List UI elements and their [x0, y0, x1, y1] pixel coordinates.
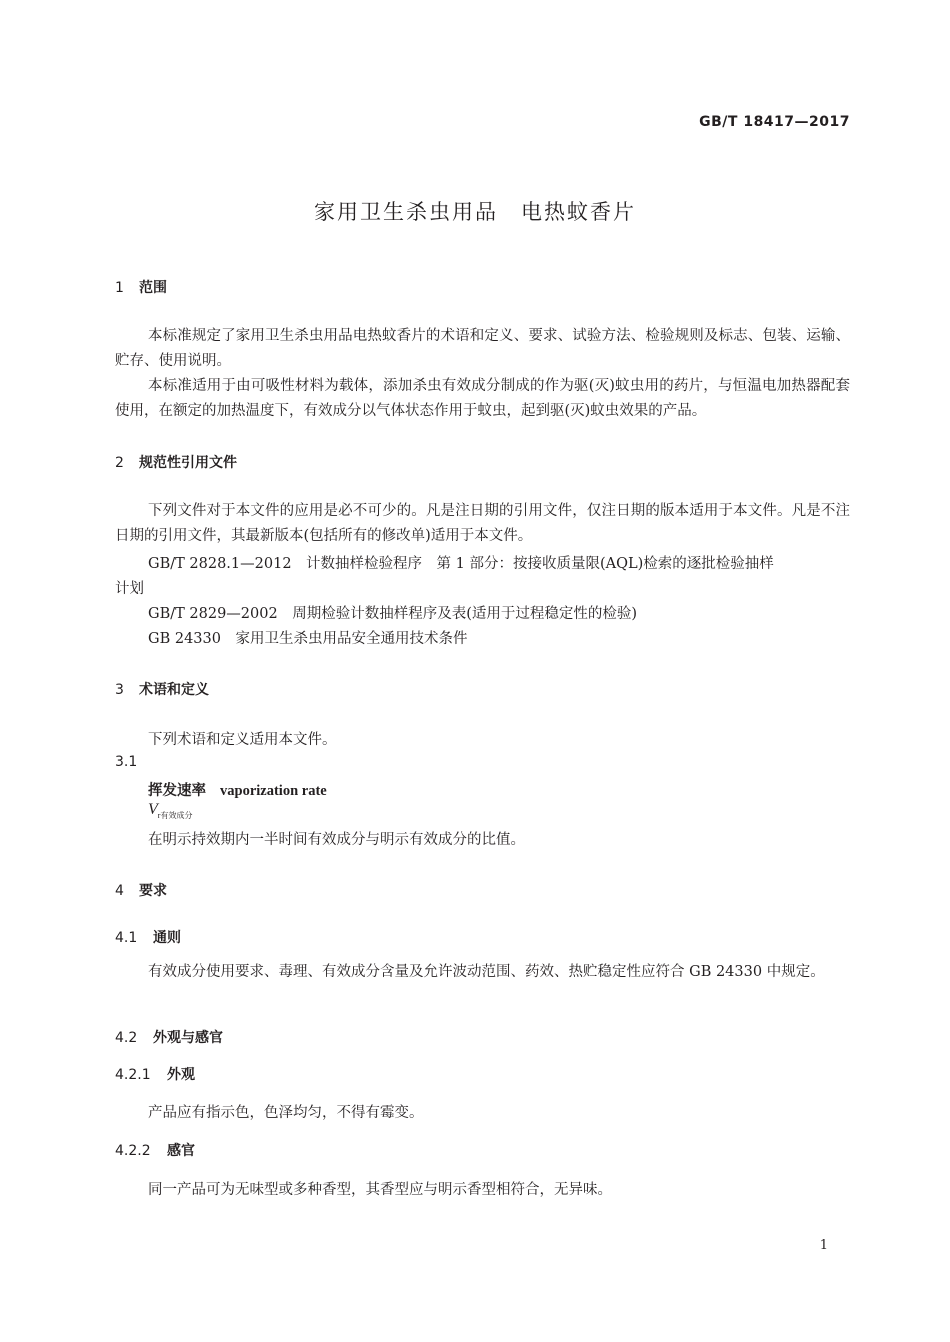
reference-1-continuation: 计划 [115, 581, 144, 597]
term-english: vaporization rate [220, 783, 327, 799]
section-4-2-2-heading [115, 1140, 195, 1160]
section-4-heading [115, 880, 167, 900]
term-definition: 在明示持效期内一半时间有效成分与明示有效成分的比值。 [148, 832, 525, 848]
symbol-main: V [148, 801, 158, 818]
subsection-number: 4.1 [115, 930, 138, 946]
section-4-1-paragraph: 有效成分使用要求、毒理、有效成分含量及允许波动范围、药效、热贮稳定性应符合 GB 24330 中规定。 [148, 964, 825, 980]
section-4-2-1-heading [115, 1064, 195, 1084]
page-number: 1 [819, 1238, 828, 1253]
subsection-number: 4.2.1 [115, 1067, 151, 1083]
section-4-2-1-paragraph: 产品应有指示色，色泽均匀，不得有霉变。 [148, 1105, 424, 1121]
section-number: 1 [115, 280, 124, 296]
section-4-1-heading [115, 927, 181, 947]
term-chinese: 挥发速率 [148, 783, 206, 799]
section-2-heading [115, 452, 237, 472]
subsection-title: 外观与感官 [153, 1030, 223, 1046]
section-title: 术语和定义 [139, 682, 209, 698]
reference-1: GB/T 2828.1—2012 计数抽样检验程序 第 1 部分：按接收质量限(AQL)检索的逐批检验抽样 [148, 556, 774, 572]
subsection-number: 4.2.2 [115, 1143, 151, 1159]
section-title: 规范性引用文件 [139, 455, 237, 471]
section-3-heading [115, 679, 209, 699]
subsection-title: 感官 [167, 1143, 195, 1159]
reference-2: GB/T 2829—2002 周期检验计数抽样程序及表(适用于过程稳定性的检验) [148, 606, 638, 622]
subsection-title: 通则 [153, 930, 181, 946]
section-4-2-heading [115, 1027, 223, 1047]
symbol-subscript: r有效成分 [157, 811, 193, 821]
section-title: 要求 [139, 883, 167, 899]
section-2-paragraph-1: 下列文件对于本文件的应用是必不可少的。凡是注日期的引用文件，仅注日期的版本适用于本文件。凡是不注日期的引用文件，其最新版本(包括所有的修改单)适用于本文件。 [115, 503, 850, 544]
standard-number: GB/T 18417—2017 [699, 114, 850, 130]
section-3-intro: 下列术语和定义适用本文件。 [148, 732, 337, 748]
section-4-2-2-paragraph: 同一产品可为无味型或多种香型，其香型应与明示香型相符合，无异味。 [148, 1182, 612, 1198]
section-1-paragraph-1: 本标准规定了家用卫生杀虫用品电热蚊香片的术语和定义、要求、试验方法、检验规则及标志、包装、运输、贮存、使用说明。 [115, 328, 850, 369]
section-number: 3 [115, 682, 124, 698]
subsection-title: 外观 [167, 1067, 195, 1083]
section-1-paragraph-2: 本标准适用于由可吸性材料为载体，添加杀虫有效成分制成的作为驱(灭)蚊虫用的药片，与恒温电加热器配套使用，在额定的加热温度下，有效成分以气体状态作用于蚊虫，起到驱(灭)蚊虫效果的产品。 [115, 378, 850, 419]
term-number: 3.1 [115, 754, 138, 770]
term-entry [148, 779, 327, 800]
subsection-number: 4.2 [115, 1030, 138, 1046]
reference-3: GB 24330 家用卫生杀虫用品安全通用技术条件 [148, 631, 468, 647]
section-number: 2 [115, 455, 124, 471]
term-symbol [148, 801, 192, 821]
section-1-heading [115, 277, 167, 297]
section-title: 范围 [139, 280, 167, 296]
section-number: 4 [115, 883, 124, 899]
document-title: 家用卫生杀虫用品 电热蚊香片 [314, 200, 636, 224]
